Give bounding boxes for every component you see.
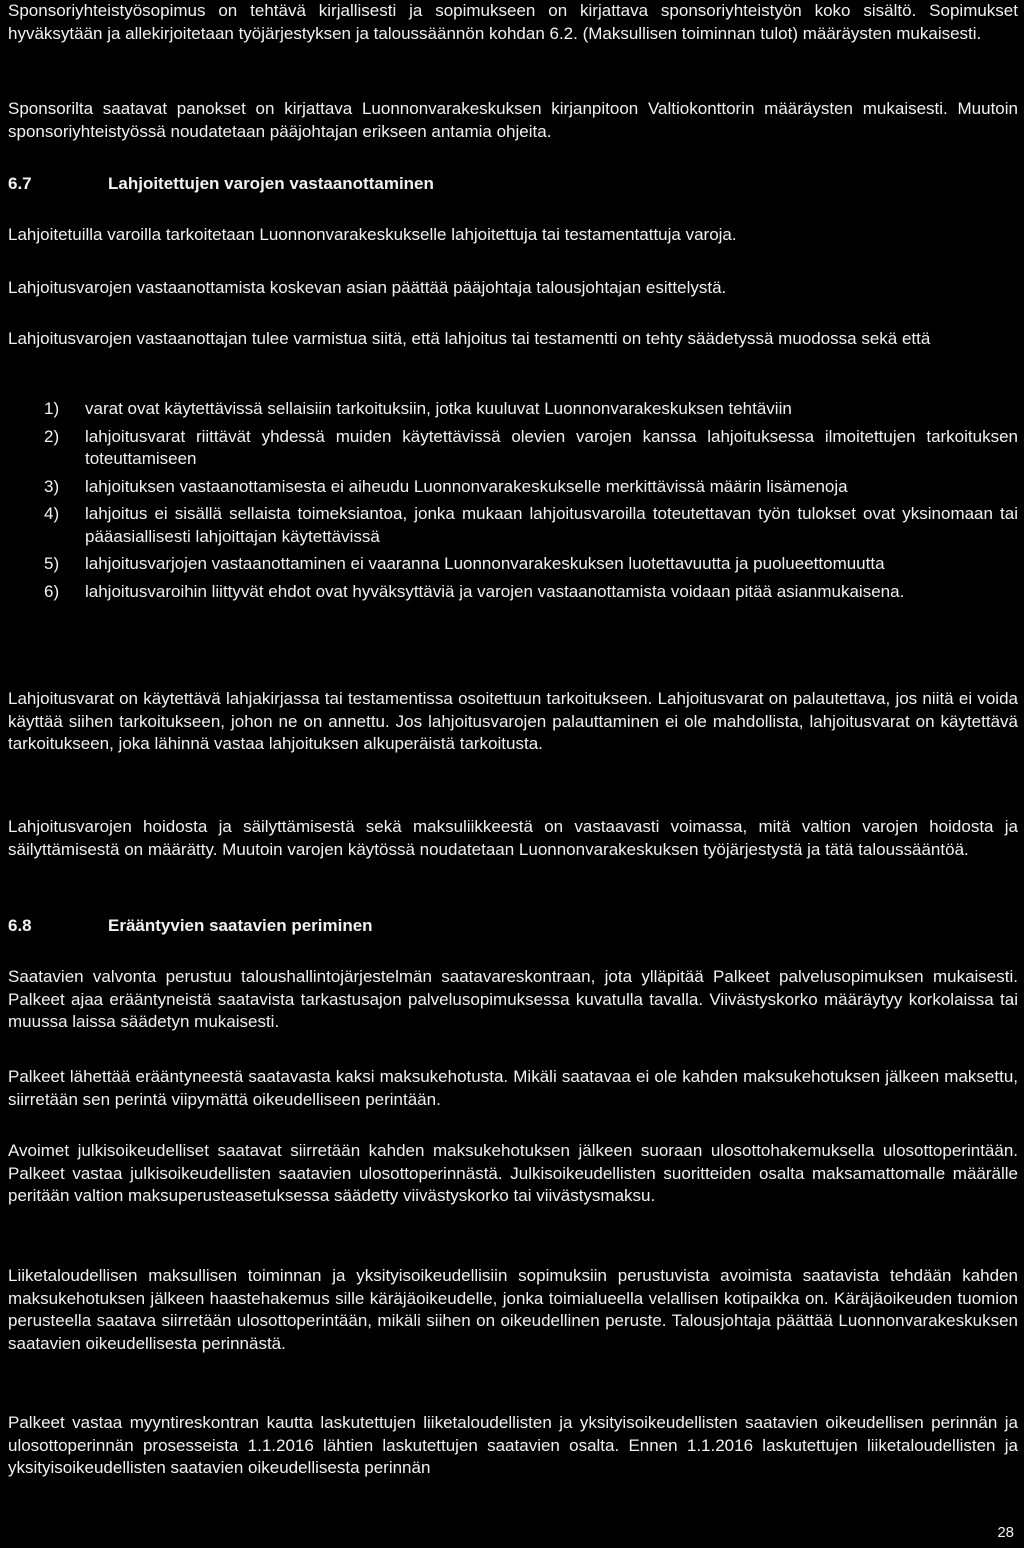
list-item xyxy=(8,503,1018,548)
section-6-7-title: Lahjoitettujen varojen vastaanottaminen xyxy=(108,174,434,193)
intro-paragraph-1: Sponsoriyhteistyösopimus on tehtävä kirjallisesti ja sopimukseen on kirjattava sponsoriyhteistyön koko sisältö. Sopimukset hyväksytään ja allekirjoitetaan työjärjestyksen ja taloussäännön kohdan 6.2. (Maksullisen toiminnan tulot) määräysten mukaisesti. xyxy=(8,1,1018,43)
section-6-8-paragraph-1: Saatavien valvonta perustuu taloushallintojärjestelmän saatavareskontraan, jota ylläpitää Palkeet palvelusopimuksen mukaisesti. Palkeet ajaa erääntyneistä saatavista tarkastusajon palvelusopimuksessa kuvatulla tavalla. Viivästyskorko määräytyy korkolaissa tai muussa laissa säädetyn mukaisesti. xyxy=(8,967,1018,1031)
section-6-7-heading xyxy=(8,173,434,195)
list-item xyxy=(8,476,1018,499)
section-6-8-heading xyxy=(8,915,373,937)
section-6-8-number: 6.8 xyxy=(8,916,32,935)
list-item-number: 3) xyxy=(44,476,60,496)
section-6-8-paragraph-3: Avoimet julkisoikeudelliset saatavat siirretään kahden maksukehotuksen jälkeen suoraan ulosottohakemuksella ulosottoperintään. Palkeet vastaa julkisoikeudellisten saatavien ulosottoperinnästä. Julkisoikeudellisten suoritteiden osalta maksamattomalle määrälle peritään valtion maksuperusteasetuksessa säädetty viivästyskorko tai viivästysmaksu. xyxy=(8,1141,1018,1205)
list-item-text: lahjoitusvarjojen vastaanottaminen ei vaaranna Luonnonvarakeskuksen luotettavuutta ja puolueettomuutta xyxy=(85,554,885,573)
list-item-text: lahjoitusvaroihin liittyvät ehdot ovat hyväksyttäviä ja varojen vastaanottamista voidaan pitää asianmukaisena. xyxy=(85,581,905,601)
section-6-7-paragraph-1: Lahjoitetuilla varoilla tarkoitetaan Luonnonvarakeskukselle lahjoitettuja tai testamentattuja varoja. xyxy=(8,225,737,244)
list-item-number: 6) xyxy=(44,581,60,601)
list-item-text: lahjoituksen vastaanottamisesta ei aiheudu Luonnonvarakeskukselle merkittävissä määrin lisämenoja xyxy=(85,476,848,496)
section-6-7-paragraph-4: Lahjoitusvarat on käytettävä lahjakirjassa tai testamentissa osoitettuun tarkoitukseen. Lahjoitusvarat on palautettava, jos niitä ei voida käyttää siihen tarkoitukseen, johon ne on annettu. Jos lahjoitusvarojen palauttaminen ei ole mahdollista, lahjoitusvarat on käytettävä tarkoitukseen, joka lähinnä vastaa lahjoituksen alkuperäistä tarkoitusta. xyxy=(8,689,1018,753)
section-6-7-paragraph-3: Lahjoitusvarojen vastaanottajan tulee varmistua siitä, että lahjoitus tai testamentti on tehty säädetyssä muodossa sekä että xyxy=(8,329,931,348)
section-6-7-paragraph-2: Lahjoitusvarojen vastaanottamista koskevan asian päättää pääjohtaja talousjohtajan esittelystä. xyxy=(8,278,727,297)
section-6-7-number: 6.7 xyxy=(8,174,32,193)
intro-paragraph-2: Sponsorilta saatavat panokset on kirjattava Luonnonvarakeskuksen kirjanpitoon Valtiokonttorin määräysten mukaisesti. Muutoin sponsoriyhteistyössä noudatetaan pääjohtajan erikseen antamia ohjeita. xyxy=(8,99,1018,141)
requirements-list xyxy=(8,398,1018,608)
section-6-8-title: Erääntyvien saatavien periminen xyxy=(108,916,373,935)
page-number: 28 xyxy=(997,1524,1014,1541)
section-6-8-paragraph-5: Palkeet vastaa myyntireskontran kautta laskutettujen liiketaloudellisten ja yksityisoikeudellisten saatavien oikeudellisen perinnän ja ulosottoperinnän prosesseista 1.1.2016 lähtien laskutettujen saatavien osalta. Ennen 1.1.2016 laskutettujen liiketaloudellisten ja yksityisoikeudellisten saatavien oikeudellisesta perinnän xyxy=(8,1413,1018,1477)
list-item-text: lahjoitusvarat riittävät yhdessä muiden käytettävissä olevien varojen kanssa lahjoituksessa ilmoitettujen tarkoituksen toteuttamiseen xyxy=(85,426,1018,468)
list-item xyxy=(8,426,1018,471)
section-6-8-paragraph-2: Palkeet lähettää erääntyneestä saatavasta kaksi maksukehotusta. Mikäli saatavaa ei ole kahden maksukehotuksen jälkeen maksettu, siirretään sen perintä viipymättä oikeudelliseen perintään. xyxy=(8,1067,1018,1109)
list-item-number: 1) xyxy=(44,399,60,418)
section-6-8-paragraph-4: Liiketaloudellisen maksullisen toiminnan ja yksityisoikeudellisiin sopimuksiin perustuvista avoimista saatavista tehdään kahden maksukehotuksen jälkeen haastehakemus sille käräjäoikeudelle, jonka toimialueella velallisen kotipaikka on. Käräjäoikeuden tuomion perusteella saatava siirretään ulosottoperintään, mikäli siihen on oikeudellinen peruste. Talousjohtaja päättää Luonnonvarakeskuksen saatavien oikeudellisesta perinnästä. xyxy=(8,1266,1018,1353)
list-item xyxy=(8,553,1018,576)
list-item xyxy=(8,398,1018,421)
list-item-number: 5) xyxy=(44,554,60,573)
list-item-number: 4) xyxy=(44,504,60,523)
list-item xyxy=(8,581,1018,604)
list-item-text: varat ovat käytettävissä sellaisiin tarkoituksiin, jotka kuuluvat Luonnonvarakeskuksen tehtäviin xyxy=(85,399,792,418)
section-6-7-paragraph-5: Lahjoitusvarojen hoidosta ja säilyttämisestä sekä maksuliikkeestä on vastaavasti voimassa, mitä valtion varojen hoidosta ja säilyttämisestä on määrätty. Muutoin varojen käytössä noudatetaan Luonnonvarakeskuksen työjärjestystä ja tätä taloussääntöä. xyxy=(8,817,1018,859)
list-item-text: lahjoitus ei sisällä sellaista toimeksiantoa, jonka mukaan lahjoitusvaroilla toteutettavan työn tulokset ovat yksinomaan tai pääasiallisesti lahjoittajan käytettävissä xyxy=(85,504,1018,546)
list-item-number: 2) xyxy=(44,426,60,446)
